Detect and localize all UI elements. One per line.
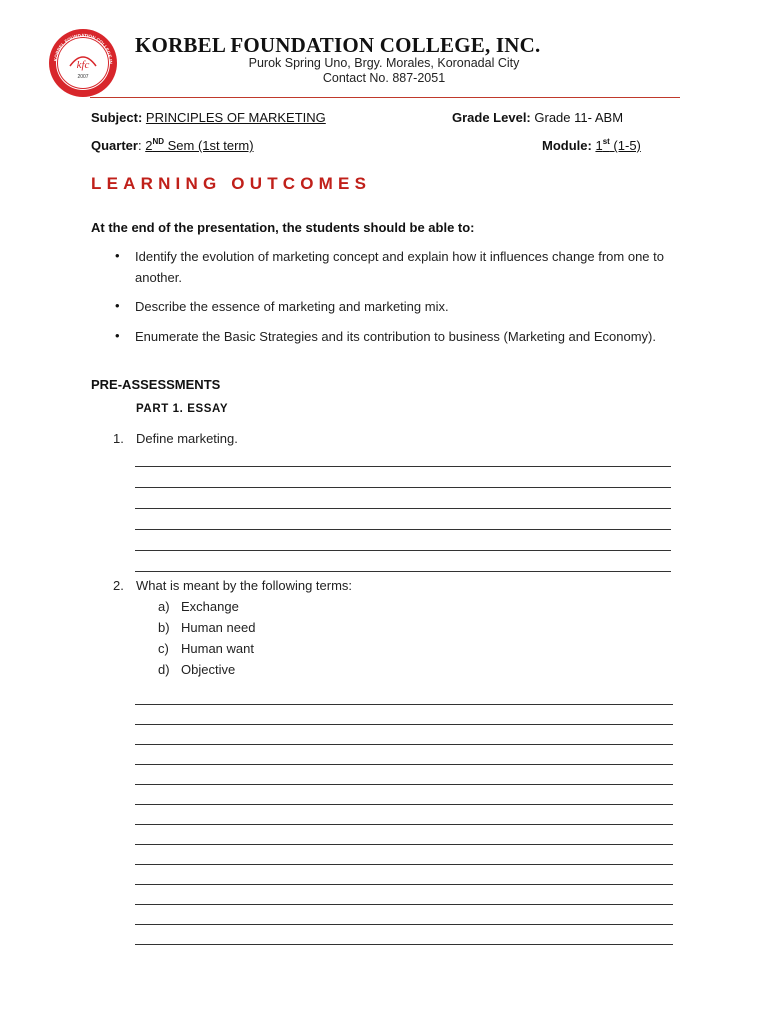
answer-line (135, 550, 671, 551)
answer-line (135, 529, 671, 530)
module-field (542, 138, 641, 153)
outcome-item: Identify the evolution of marketing concept and explain how it influences change from one to another. (135, 249, 664, 285)
outcomes-intro: At the end of the presentation, the students should be able to: (91, 220, 475, 235)
term-text: Exchange (181, 599, 239, 614)
answer-line (135, 724, 673, 725)
seal-year: 2007 (77, 74, 89, 80)
quarter-field (91, 138, 254, 153)
answer-line (135, 704, 673, 705)
college-name: KORBEL FOUNDATION COLLEGE, INC. (135, 33, 541, 57)
header-divider (90, 97, 680, 98)
answer-line (135, 904, 673, 905)
bullet-icon: • (115, 248, 120, 263)
question-1-text: Define marketing. (136, 431, 238, 446)
subject-label: Subject: (91, 110, 143, 125)
address-line: Purok Spring Uno, Brgy. Morales, Koronadal City (248, 56, 520, 70)
grade-level-value: Grade 11- ABM (534, 110, 624, 125)
answer-line (135, 804, 673, 805)
answer-line (135, 944, 673, 945)
bullet-icon: • (115, 298, 120, 313)
answer-line (135, 744, 673, 745)
answer-line (135, 824, 673, 825)
contact-line: Contact No. 887-2051 (322, 71, 446, 85)
term-text: Human need (181, 620, 256, 635)
pre-assessments-heading: PRE-ASSESSMENTS (91, 377, 221, 392)
term-letter: d) (158, 662, 170, 677)
term-text: Objective (181, 662, 236, 677)
learning-outcomes-heading: LEARNING OUTCOMES (91, 174, 372, 193)
module-label: Module: (542, 138, 592, 153)
quarter-term: Sem (1st term) (164, 138, 254, 153)
bullet-icon: • (115, 328, 120, 343)
quarter-colon: : (137, 138, 142, 153)
answer-line (135, 466, 671, 467)
answer-line (135, 571, 671, 572)
answer-line (135, 487, 671, 488)
answer-line (135, 864, 673, 865)
answer-line (135, 844, 673, 845)
answer-line (135, 884, 673, 885)
grade-level-label: Grade Level: (452, 110, 531, 125)
outcome-item: Enumerate the Basic Strategies and its contribution to business (Marketing and Economy). (135, 329, 656, 344)
term-letter: a) (158, 599, 170, 614)
answer-line (135, 764, 673, 765)
question-number: 2. (113, 578, 124, 593)
part-heading: PART 1. ESSAY (136, 403, 229, 415)
outcome-item: Describe the essence of marketing and marketing mix. (135, 299, 449, 314)
seal-ring-text: KORBEL FOUNDATION COLLEGE IN (53, 32, 114, 64)
answer-line (135, 784, 673, 785)
quarter-superscript: ND (152, 137, 165, 146)
subject-field (91, 110, 326, 125)
module-range: (1-5) (609, 138, 641, 153)
module-value (595, 138, 640, 153)
grade-level-field (452, 110, 623, 125)
quarter-label: Quarter (91, 138, 138, 153)
answer-line (135, 924, 673, 925)
term-letter: c) (158, 641, 169, 656)
quarter-number: 2 (145, 138, 153, 153)
answer-line (135, 508, 671, 509)
term-letter: b) (158, 620, 170, 635)
seal-monogram: kfc (76, 59, 90, 71)
question-number: 1. (113, 431, 124, 446)
module-superscript: st (602, 137, 610, 146)
question-2-text: What is meant by the following terms: (136, 578, 353, 593)
subject-value: PRINCIPLES OF MARKETING (145, 110, 326, 125)
term-text: Human want (181, 641, 254, 656)
module-number: 1 (595, 138, 603, 153)
quarter-value (145, 138, 253, 153)
